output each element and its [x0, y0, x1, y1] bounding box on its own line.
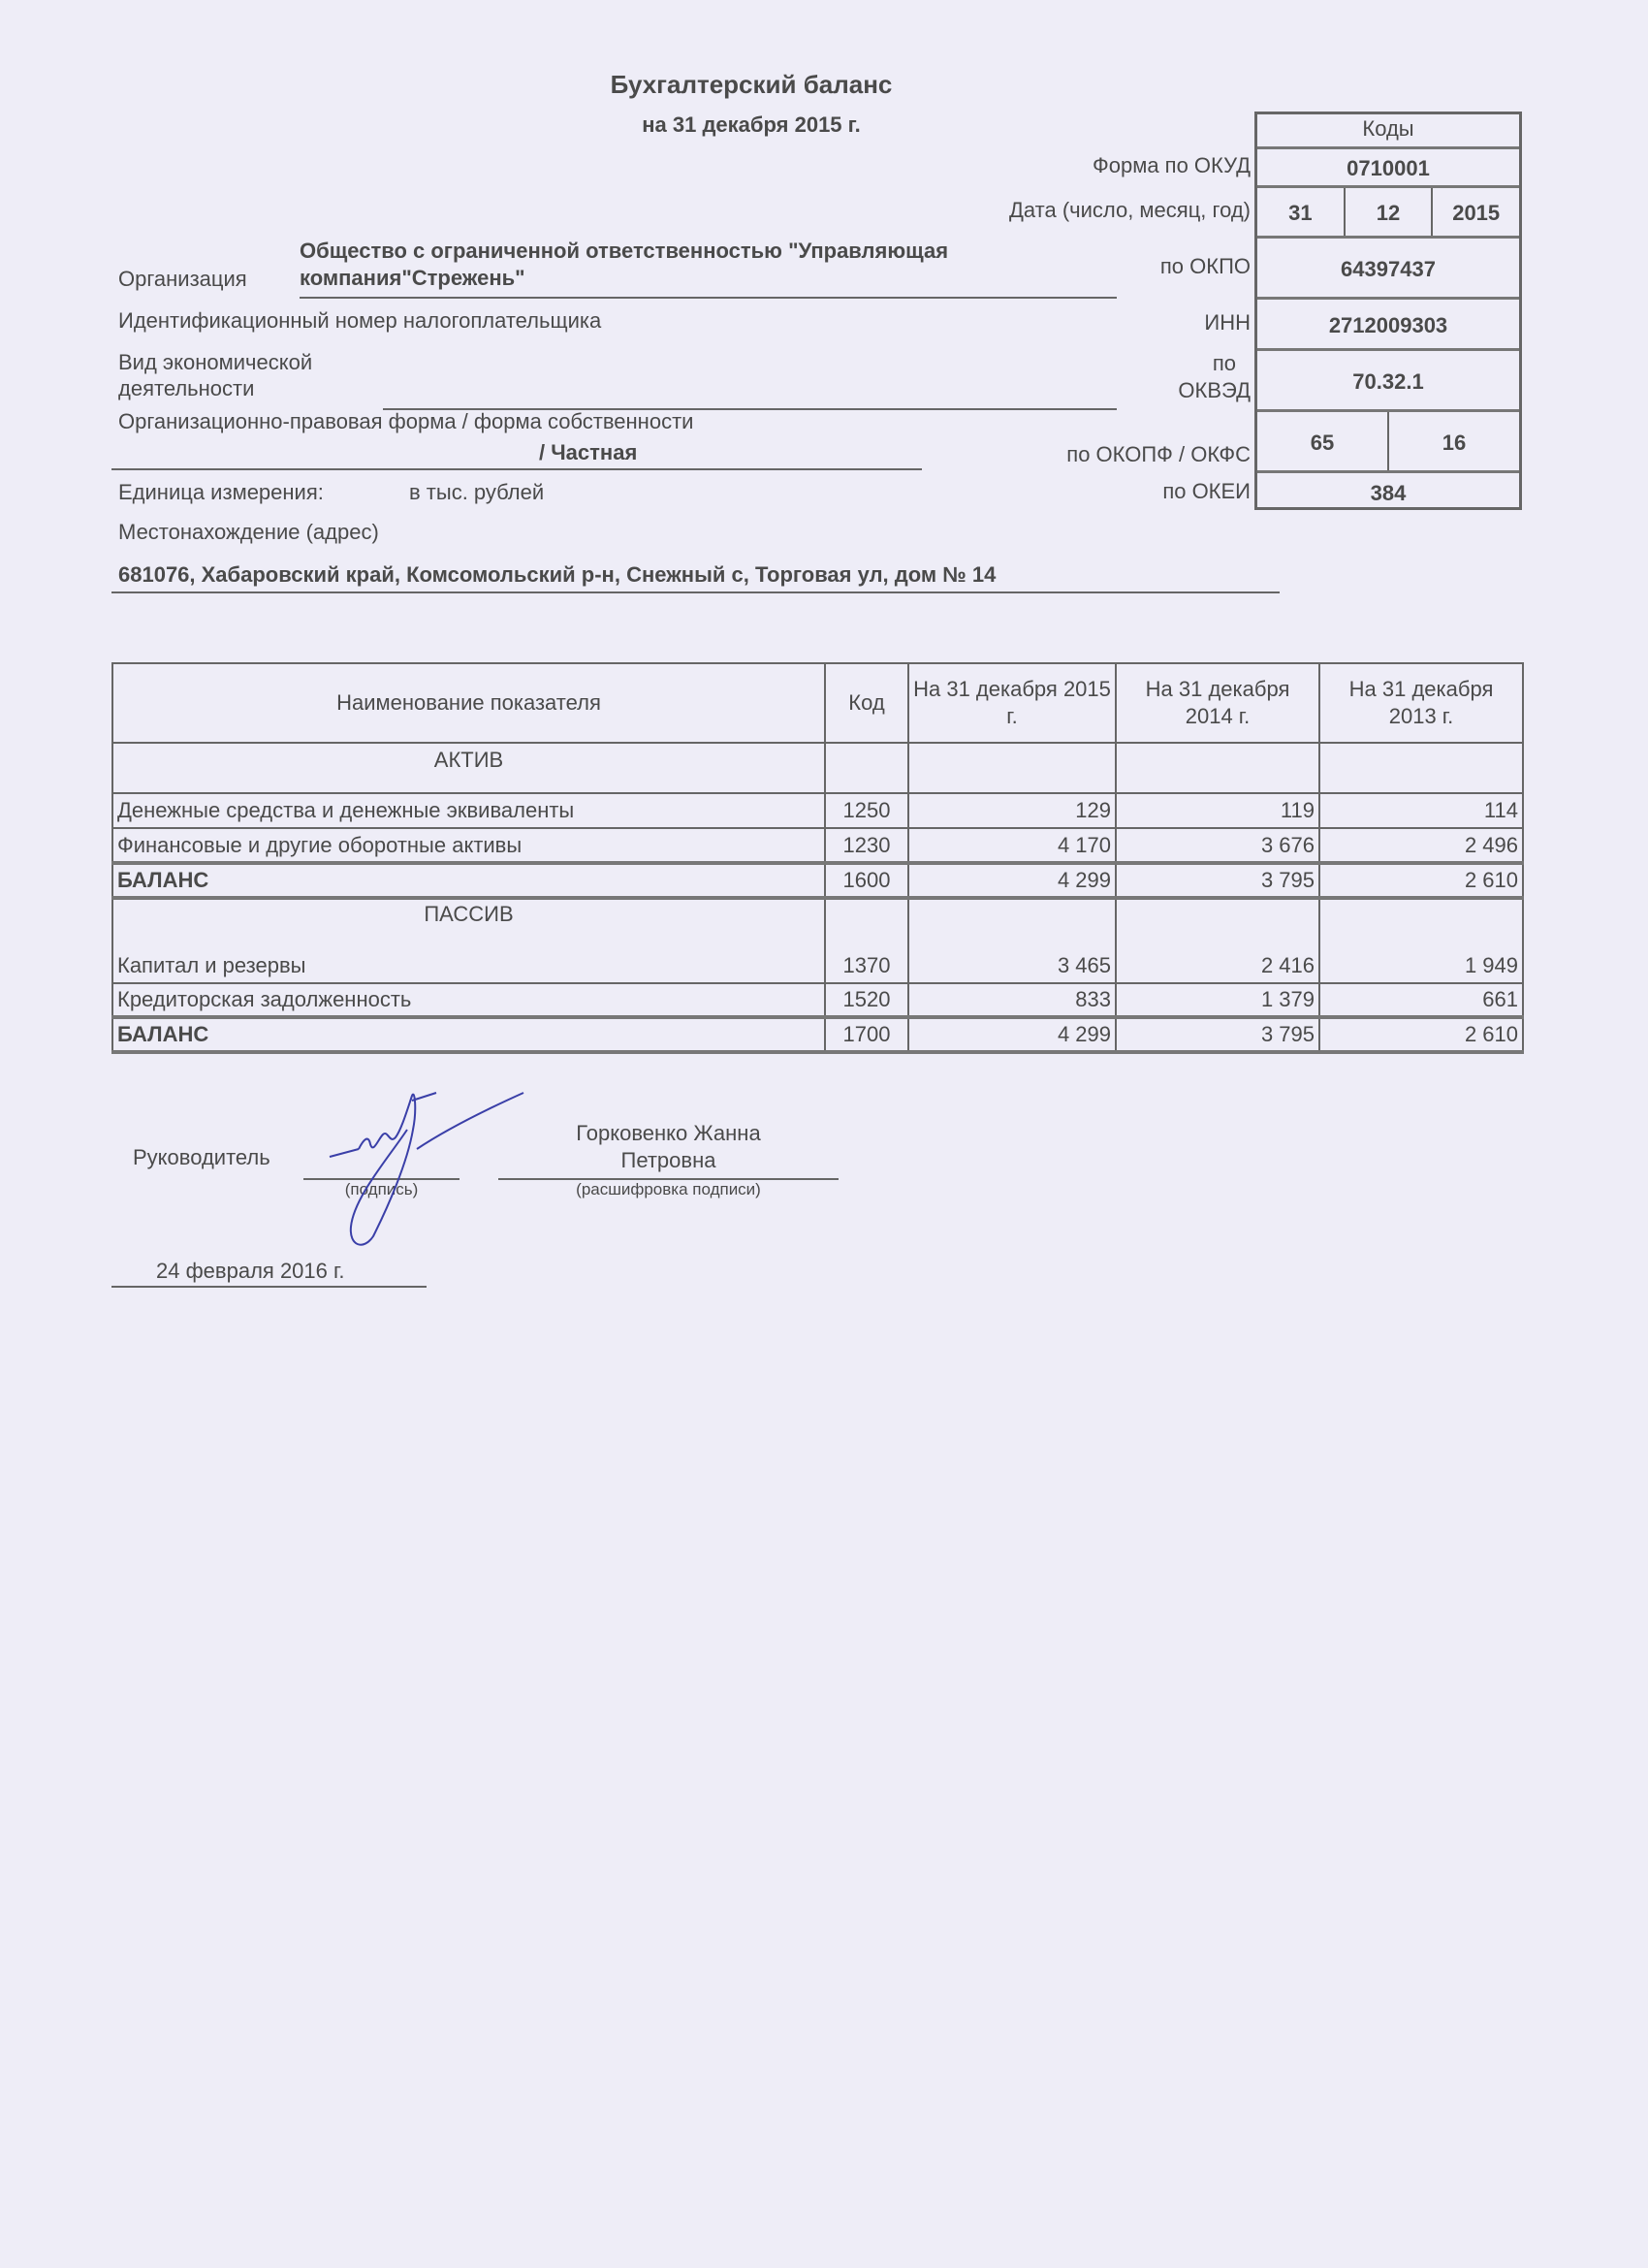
okpo-value: 64397437 — [1341, 256, 1436, 281]
row-2014: 2 416 — [1116, 898, 1319, 983]
row-code: 1370 — [825, 898, 908, 983]
row-2013: 1 949 — [1319, 898, 1523, 983]
row-2015: 4 170 — [908, 828, 1116, 863]
table-row — [112, 793, 1523, 828]
row-2015: 129 — [908, 793, 1116, 828]
row-code: 1700 — [825, 1017, 908, 1052]
row-2013: 2 496 — [1319, 828, 1523, 863]
okud-value: 0710001 — [1347, 156, 1430, 180]
legal-form-value: / Частная — [539, 440, 638, 464]
row-name: Капитал и резервы — [117, 953, 306, 977]
date-day: 31 — [1288, 201, 1313, 225]
col-header-2015: На 31 декабря 2015 г. — [908, 663, 1116, 743]
org-name-line-2: компания"Стрежень" — [300, 266, 525, 290]
legal-form-label: Организационно-правовая форма / форма собственности — [118, 409, 694, 433]
unit-label: Единица измерения: — [118, 480, 324, 504]
activity-label-2: деятельности — [118, 376, 255, 400]
row-2015: 4 299 — [908, 863, 1116, 898]
okved-value: 70.32.1 — [1352, 368, 1424, 394]
row-2014: 3 795 — [1116, 1017, 1319, 1052]
name-caption: (расшифровка подписи) — [576, 1180, 761, 1198]
row-2013: 2 610 — [1319, 1017, 1523, 1052]
row-2015: 4 299 — [908, 1017, 1116, 1052]
section-assets-row — [112, 743, 1523, 793]
table-header-row — [112, 663, 1523, 743]
row-2014: 3 795 — [1116, 863, 1319, 898]
document-subtitle: на 31 декабря 2015 г. — [642, 112, 861, 137]
okud-label: Форма по ОКУД — [1093, 153, 1251, 177]
signature-date: 24 февраля 2016 г. — [156, 1259, 345, 1283]
document-title: Бухгалтерский баланс — [610, 70, 893, 99]
row-code: 1230 — [825, 828, 908, 863]
row-name: БАЛАНС — [112, 863, 825, 898]
row-name: БАЛАНС — [112, 1017, 825, 1052]
date-year: 2015 — [1431, 188, 1519, 239]
signature-caption: (подпись) — [344, 1180, 419, 1198]
activity-label-1: Вид экономической — [118, 350, 313, 374]
row-2014: 3 676 — [1116, 828, 1319, 863]
row-code: 1600 — [825, 863, 908, 898]
table-row — [112, 898, 1523, 983]
row-code: 1520 — [825, 983, 908, 1017]
okei-label: по ОКЕИ — [1162, 479, 1251, 503]
address-value: 681076, Хабаровский край, Комсомольский р-н, Снежный с, Торговая ул, дом № 14 — [118, 562, 997, 587]
table-row-total — [112, 863, 1523, 898]
balance-table — [111, 662, 1524, 1054]
codes-header: Коды — [1362, 116, 1414, 141]
signer-name-1: Горковенко Жанна — [576, 1121, 761, 1145]
row-2015: 3 465 — [908, 898, 1116, 983]
inn-label: Идентификационный номер налогоплательщика — [118, 308, 602, 333]
row-2013: 661 — [1319, 983, 1523, 1017]
address-label: Местонахождение (адрес) — [118, 520, 379, 544]
row-2015: 833 — [908, 983, 1116, 1017]
codes-box — [1254, 112, 1522, 510]
section-liabilities: ПАССИВ — [424, 902, 514, 926]
unit-value: в тыс. рублей — [409, 480, 545, 504]
section-assets: АКТИВ — [112, 743, 825, 793]
okved-label-2: ОКВЭД — [1178, 378, 1251, 402]
okei-value: 384 — [1370, 480, 1407, 505]
row-2014: 119 — [1116, 793, 1319, 828]
okved-label-1: по — [1212, 351, 1236, 375]
col-header-name: Наименование показателя — [112, 663, 825, 743]
col-header-code: Код — [825, 663, 908, 743]
signer-name-2: Петровна — [620, 1148, 716, 1172]
date-label: Дата (число, месяц, год) — [1008, 198, 1251, 222]
row-name: Кредиторская задолженность — [112, 983, 825, 1017]
handwritten-signature — [320, 1091, 543, 1251]
okopf-value: 65 — [1310, 430, 1335, 455]
okopf-label: по ОКОПФ / ОКФС — [1066, 442, 1251, 466]
col-header-2013: На 31 декабря 2013 г. — [1319, 663, 1523, 743]
row-name-cell — [112, 898, 825, 983]
inn-value: 2712009303 — [1328, 312, 1448, 337]
row-2014: 1 379 — [1116, 983, 1319, 1017]
table-row-total — [112, 1017, 1523, 1052]
row-name: Денежные средства и денежные эквиваленты — [112, 793, 825, 828]
row-name: Финансовые и другие оборотные активы — [112, 828, 825, 863]
okpo-label: по ОКПО — [1159, 254, 1251, 278]
inn-code-label: ИНН — [1204, 310, 1251, 335]
date-month: 12 — [1344, 188, 1432, 239]
org-label: Организация — [118, 267, 247, 291]
signer-role: Руководитель — [133, 1145, 270, 1169]
org-name-line-1: Общество с ограниченной ответственностью "Управляющая — [300, 239, 949, 263]
row-code: 1250 — [825, 793, 908, 828]
col-header-2014: На 31 декабря 2014 г. — [1116, 663, 1319, 743]
okfs-value: 16 — [1387, 412, 1519, 473]
row-2013: 2 610 — [1319, 863, 1523, 898]
row-2013: 114 — [1319, 793, 1523, 828]
table-row — [112, 828, 1523, 863]
table-row — [112, 983, 1523, 1017]
